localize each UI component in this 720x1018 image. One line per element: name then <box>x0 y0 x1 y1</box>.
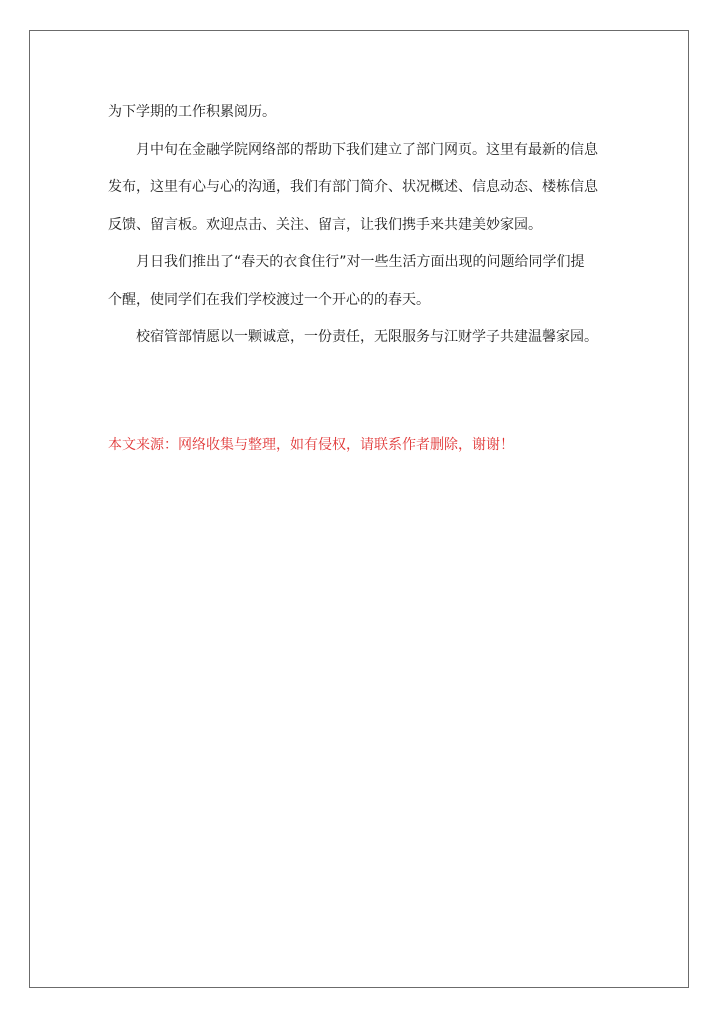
paragraph-line: 发布，这里有心与心的沟通，我们有部门简介、状况概述、信息动态、楼栋信息 <box>108 179 598 195</box>
paragraph-line: 个醒，使同学们在我们学校渡过一个开心的的春天。 <box>108 291 430 308</box>
paragraph-line: 为下学期的工作积累阅历。 <box>108 104 276 120</box>
paragraph-line: 校宿管部情愿以一颗诚意，一份责任，无限服务与江财学子共建温馨家园。 <box>136 329 598 345</box>
source-disclaimer: 本文来源：网络收集与整理，如有侵权，请联系作者删除，谢谢！ <box>108 437 514 453</box>
document-body <box>108 94 628 357</box>
paragraph-line: 月中旬在金融学院网络部的帮助下我们建立了部门网页。这里有最新的信息 <box>136 141 598 158</box>
paragraph-line: 反馈、留言板。欢迎点击、关注、留言，让我们携手来共建美妙家园。 <box>108 216 542 233</box>
paragraph-line: 月日我们推出了“春天的衣食住行”对一些生活方面出现的问题给同学们提 <box>136 254 585 270</box>
